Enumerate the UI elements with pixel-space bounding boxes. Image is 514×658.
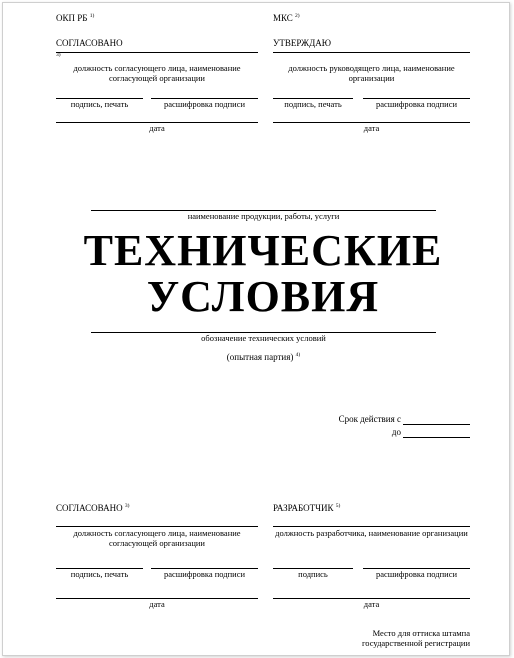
top-right-decode-caption: расшифровка подписи	[375, 99, 458, 109]
title-line-2: УСЛОВИЯ	[146, 272, 380, 321]
bottom-left-approval-line	[56, 526, 258, 527]
bottom-right-decode-caption: расшифровка подписи	[375, 569, 458, 579]
top-left-footnote-mark: 3)	[56, 52, 61, 58]
top-right-date-caption: дата	[363, 123, 380, 133]
okp-code-label	[56, 13, 94, 23]
top-right-signature-caption: подпись, печать	[284, 99, 342, 109]
top-left-position-caption: должность согласующего лица, наименование согласующей организации	[73, 63, 241, 83]
bottom-left-footnote-mark: 3)	[124, 503, 130, 509]
top-left-approval-line	[56, 52, 258, 53]
stamp-place-note: Место для оттиска штампа государственной регистрации	[361, 628, 470, 648]
top-right-approval-label: УТВЕРЖДАЮ	[273, 38, 332, 48]
top-left-approval-label: СОГЛАСОВАНО	[56, 38, 123, 48]
top-right-position-caption: должность руководящего лица, наименование организации	[288, 63, 455, 83]
okp-footnote-mark: 1)	[89, 13, 95, 19]
title-line-1: ТЕХНИЧЕСКИЕ	[83, 226, 443, 275]
validity-from-label: Срок действия с	[338, 414, 401, 424]
bottom-left-approval-label	[56, 503, 129, 513]
validity-to-line[interactable]	[403, 437, 470, 438]
developer-label-text: РАЗРАБОТЧИК	[273, 503, 334, 513]
top-right-approval-line	[273, 52, 470, 53]
developer-position-caption: должность разработчика, наименование организации	[275, 528, 468, 538]
bottom-left-decode-caption: расшифровка подписи	[163, 569, 246, 579]
document-page	[2, 2, 510, 656]
validity-from-line[interactable]	[403, 424, 470, 425]
developer-line	[273, 526, 470, 527]
batch-footnote-mark: 4)	[295, 352, 301, 358]
bottom-left-date-caption: дата	[149, 599, 165, 609]
batch-note	[91, 352, 436, 362]
top-left-signature-caption: подпись, печать	[70, 99, 129, 109]
bottom-right-date-caption: дата	[363, 599, 380, 609]
mks-code-label	[273, 13, 300, 23]
mks-footnote-mark: 2)	[295, 13, 300, 19]
mks-label-text: МКС	[273, 13, 293, 23]
developer-label	[273, 503, 340, 513]
developer-footnote-mark: 5)	[335, 503, 341, 509]
bottom-left-approval-text: СОГЛАСОВАНО	[56, 503, 123, 513]
designation-caption: обозначение технических условий	[201, 333, 326, 343]
bottom-left-signature-caption: подпись, печать	[70, 569, 129, 579]
product-name-caption: наименование продукции, работы, услуги	[187, 211, 340, 221]
top-left-decode-caption: расшифровка подписи	[163, 99, 246, 109]
bottom-left-position-caption: должность согласующего лица, наименование согласующей организации	[73, 528, 241, 548]
bottom-right-signature-caption: подпись	[298, 569, 328, 579]
validity-to-label: до	[391, 427, 401, 437]
batch-note-text: (опытная партия)	[226, 352, 294, 362]
okp-label-text: ОКП РБ	[56, 13, 88, 23]
top-left-date-caption: дата	[149, 123, 165, 133]
